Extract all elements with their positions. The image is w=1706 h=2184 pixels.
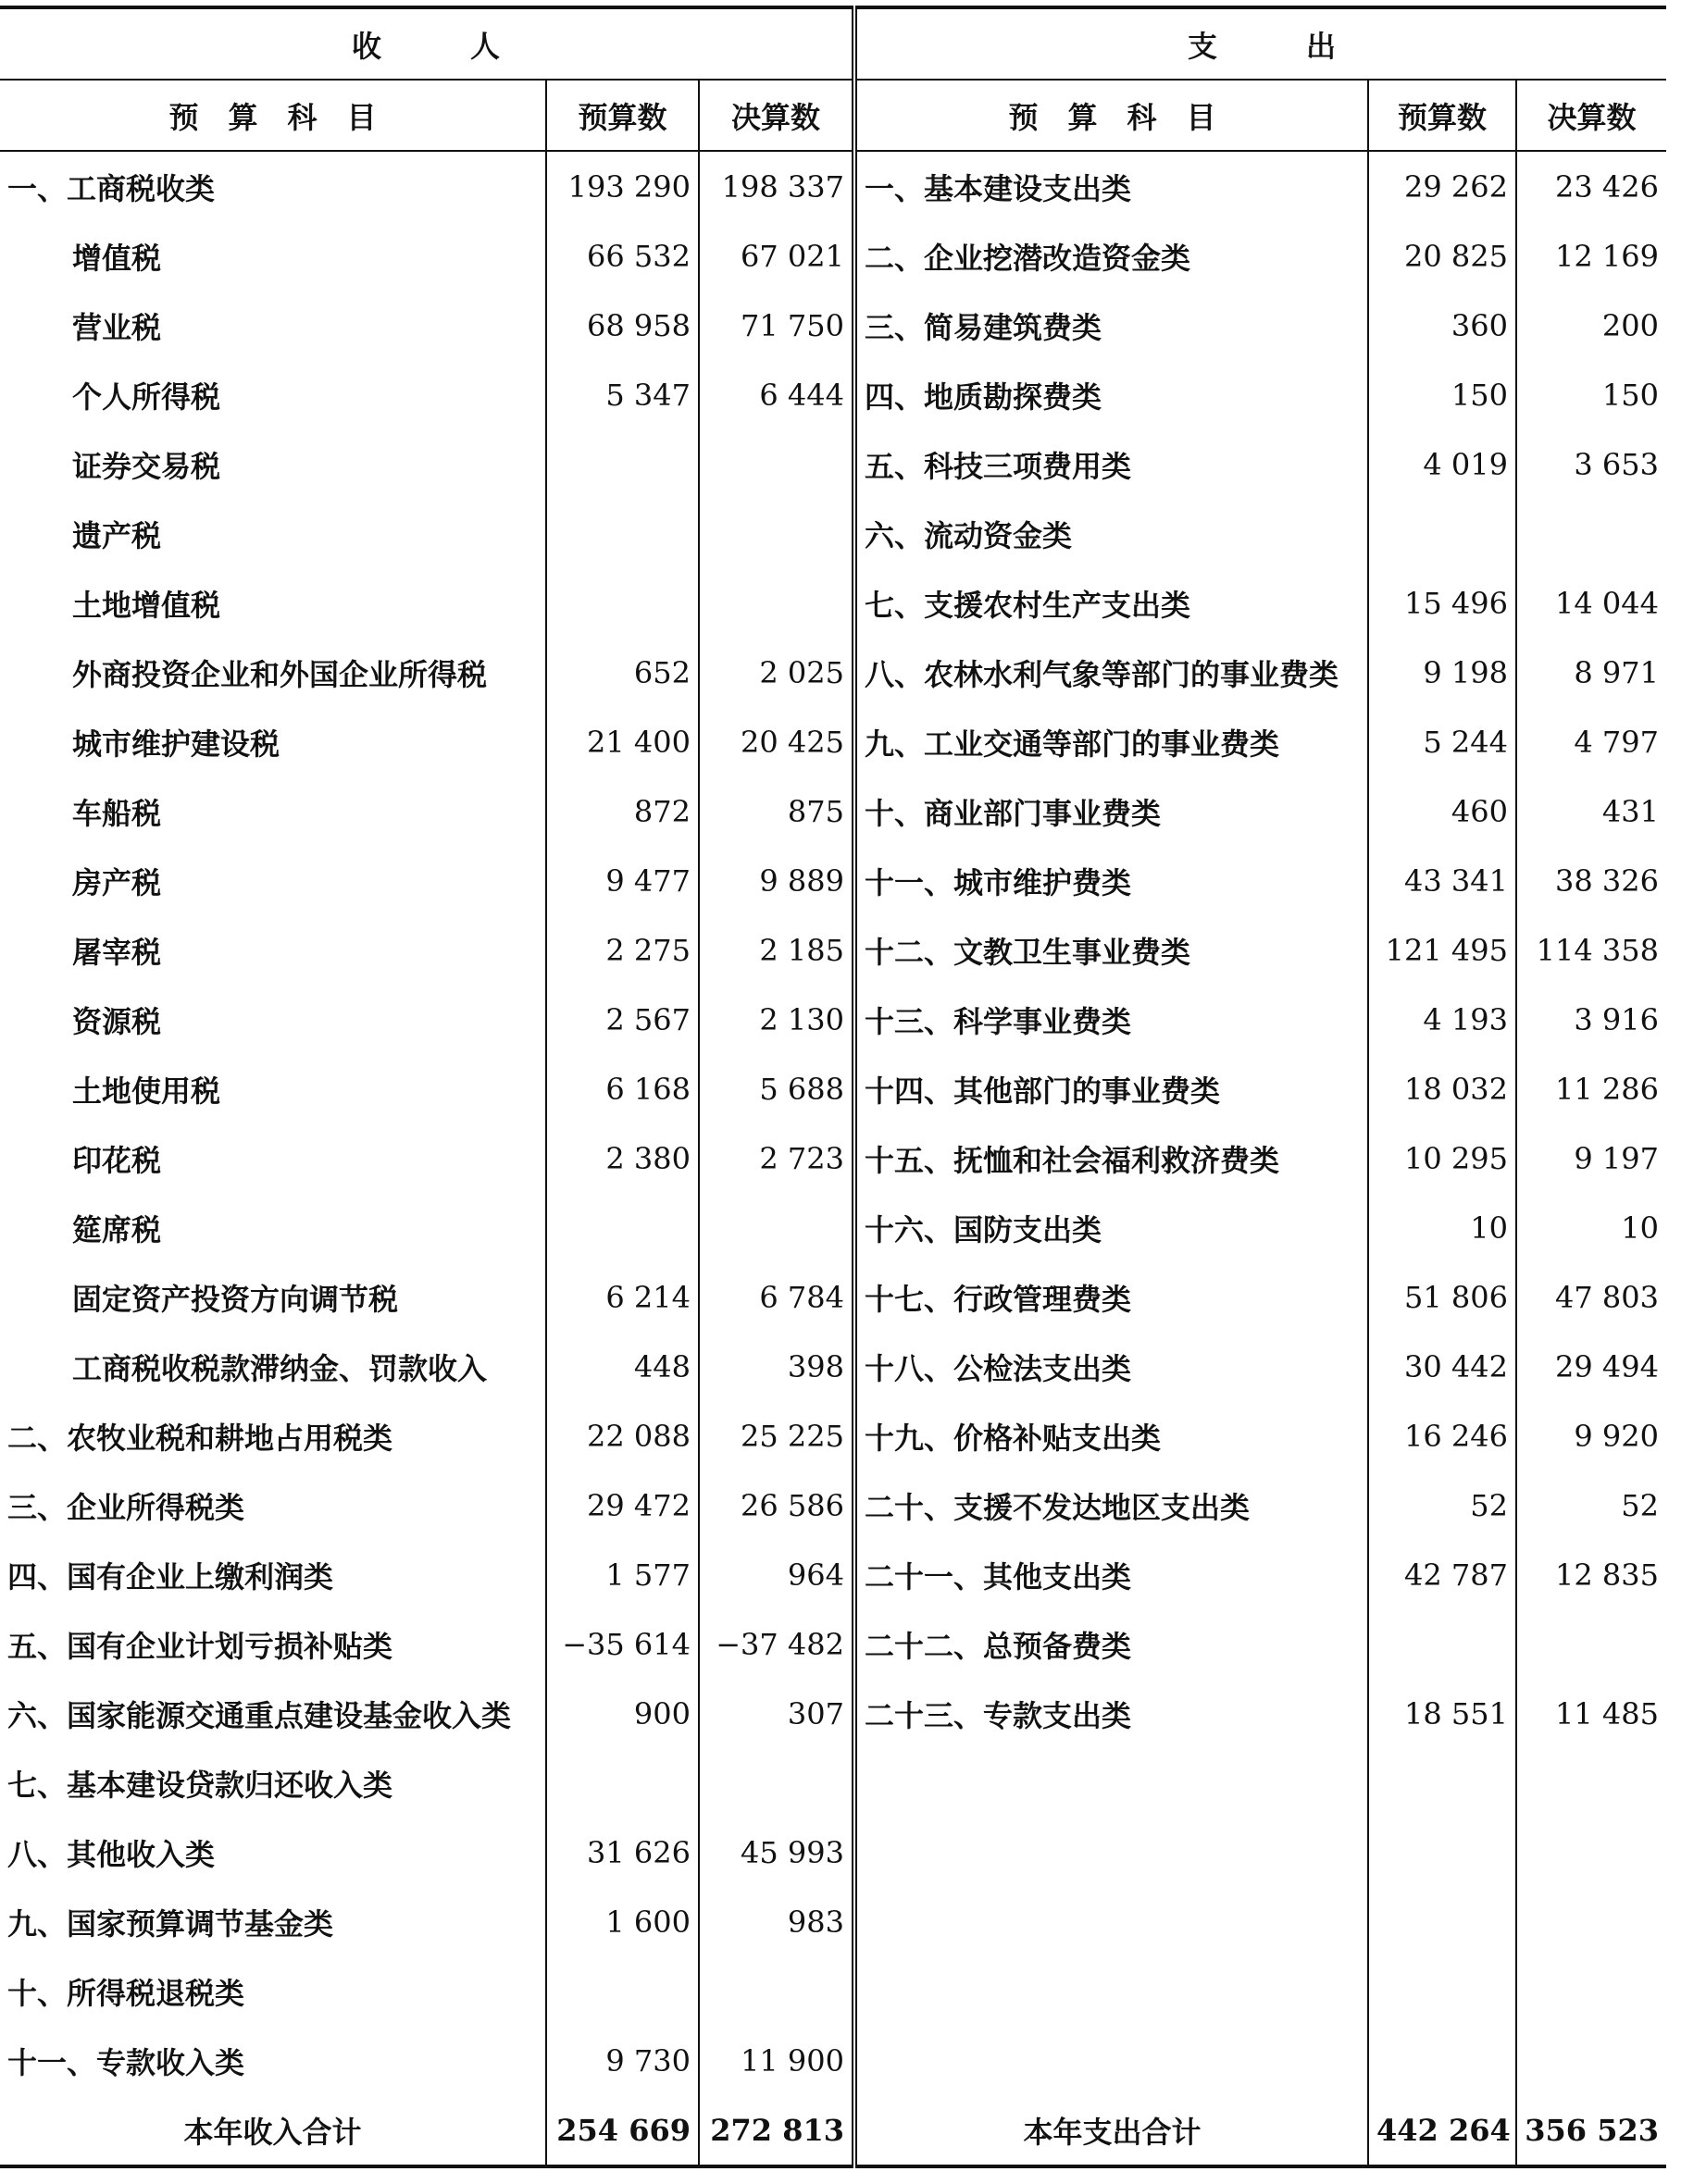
- expenditure-budget-value: 5 244: [1368, 707, 1516, 776]
- expenditure-budget-value: 15 496: [1368, 568, 1516, 638]
- expenditure-final-value: 3 653: [1516, 429, 1666, 499]
- income-final-value: [699, 1748, 854, 1818]
- expenditure-total-budget: 442 264: [1368, 2095, 1516, 2166]
- table-row: [0, 221, 1666, 291]
- expenditure-final-empty: [1516, 1748, 1666, 1818]
- expenditure-item-label: 二、企业挖潜改造资金类: [854, 221, 1368, 291]
- expenditure-budget-value: 16 246: [1368, 1401, 1516, 1470]
- income-budget-value: 6 168: [546, 1054, 699, 1123]
- income-budget-value: −35 614: [546, 1609, 699, 1679]
- income-final-value: 983: [699, 1887, 854, 1956]
- expenditure-budget-value: 52: [1368, 1470, 1516, 1540]
- expenditure-item-label: 十六、国防支出类: [854, 1193, 1368, 1262]
- income-final-value: 198 337: [699, 151, 854, 221]
- expenditure-budget-value: 121 495: [1368, 915, 1516, 985]
- income-final-value: [699, 1193, 854, 1262]
- expenditure-budget-value: 43 341: [1368, 846, 1516, 915]
- expenditure-section-title: 支 出: [854, 7, 1666, 80]
- income-item-label: 五、国有企业计划亏损补贴类: [7, 1628, 393, 1664]
- expenditure-item-label: 十九、价格补贴支出类: [854, 1401, 1368, 1470]
- income-item-label: 二、农牧业税和耕地占用税类: [7, 1420, 393, 1456]
- expenditure-final-value: 47 803: [1516, 1262, 1666, 1332]
- expenditure-final-value: 4 797: [1516, 707, 1666, 776]
- income-budget-value: 2 275: [546, 915, 699, 985]
- income-item-header: 预 算 科 目: [0, 80, 546, 151]
- expenditure-item-label: 七、支援农村生产支出类: [854, 568, 1368, 638]
- table-row: [0, 776, 1666, 846]
- table-row: [0, 291, 1666, 360]
- income-total-label: 本年收入合计: [183, 2114, 362, 2150]
- income-item-label: 资源税: [72, 1003, 162, 1039]
- expenditure-budget-value: 10: [1368, 1193, 1516, 1262]
- income-item-label: 四、国有企业上缴利润类: [7, 1558, 334, 1595]
- income-item-label: 城市维护建设税: [72, 726, 280, 762]
- expenditure-budget-value: 51 806: [1368, 1262, 1516, 1332]
- income-budget-value: 6 214: [546, 1262, 699, 1332]
- income-final-value: 2 185: [699, 915, 854, 985]
- expenditure-item-label: 九、工业交通等部门的事业费类: [854, 707, 1368, 776]
- expenditure-item-label: 十二、文教卫生事业费类: [854, 915, 1368, 985]
- table-row: [0, 151, 1666, 221]
- expenditure-item-empty: [854, 2026, 1368, 2095]
- table-row: [0, 1401, 1666, 1470]
- expenditure-budget-value: 10 295: [1368, 1123, 1516, 1193]
- income-item-label: 营业税: [72, 309, 162, 345]
- expenditure-final-value: [1516, 1609, 1666, 1679]
- expenditure-final-value: 12 169: [1516, 221, 1666, 291]
- income-item-label: 九、国家预算调节基金类: [7, 1905, 334, 1942]
- expenditure-final-value: 431: [1516, 776, 1666, 846]
- income-budget-value: 193 290: [546, 151, 699, 221]
- income-budget-value: 872: [546, 776, 699, 846]
- expenditure-item-empty: [854, 1887, 1368, 1956]
- income-budget-value: 29 472: [546, 1470, 699, 1540]
- income-item-label: 证券交易税: [72, 448, 221, 484]
- table-row: [0, 1054, 1666, 1123]
- income-final-value: 2 025: [699, 638, 854, 707]
- budget-table: [0, 6, 1666, 2168]
- income-item-label: 外商投资企业和外国企业所得税: [72, 656, 488, 692]
- income-item-label: 印花税: [72, 1142, 162, 1178]
- income-item-label: 遗产税: [72, 517, 162, 553]
- income-final-value: 307: [699, 1679, 854, 1748]
- table-row: [0, 1193, 1666, 1262]
- table-row: [0, 1609, 1666, 1679]
- table-row: [0, 1679, 1666, 1748]
- expenditure-item-header: 预 算 科 目: [854, 80, 1368, 151]
- income-item-label: 增值税: [72, 240, 162, 276]
- income-final-value: 2 130: [699, 985, 854, 1054]
- expenditure-item-label: 八、农林水利气象等部门的事业费类: [854, 638, 1368, 707]
- expenditure-item-label: 十一、城市维护费类: [854, 846, 1368, 915]
- income-budget-value: [546, 1193, 699, 1262]
- expenditure-final-value: 29 494: [1516, 1332, 1666, 1401]
- table-row: [0, 846, 1666, 915]
- income-item-label: 个人所得税: [72, 378, 221, 415]
- expenditure-item-label: 二十三、专款支出类: [854, 1679, 1368, 1748]
- income-budget-value: 448: [546, 1332, 699, 1401]
- income-budget-value: 900: [546, 1679, 699, 1748]
- expenditure-budget-value: 30 442: [1368, 1332, 1516, 1401]
- expenditure-budget-empty: [1368, 1748, 1516, 1818]
- expenditure-final-value: 38 326: [1516, 846, 1666, 915]
- table-row: [0, 499, 1666, 568]
- expenditure-budget-value: 18 032: [1368, 1054, 1516, 1123]
- expenditure-item-label: 六、流动资金类: [854, 499, 1368, 568]
- expenditure-budget-value: 460: [1368, 776, 1516, 846]
- income-final-value: 11 900: [699, 2026, 854, 2095]
- income-budget-value: 21 400: [546, 707, 699, 776]
- table-row: [0, 1262, 1666, 1332]
- expenditure-final-value: 9 197: [1516, 1123, 1666, 1193]
- income-budget-value: 2 380: [546, 1123, 699, 1193]
- expenditure-budget-value: 4 019: [1368, 429, 1516, 499]
- income-item-label: 七、基本建设贷款归还收入类: [7, 1767, 393, 1803]
- expenditure-item-label: 十、商业部门事业费类: [854, 776, 1368, 846]
- income-budget-value: 2 567: [546, 985, 699, 1054]
- income-final-value: −37 482: [699, 1609, 854, 1679]
- income-item-label: 十一、专款收入类: [7, 2044, 245, 2080]
- income-budget-value: [546, 568, 699, 638]
- table-row: [0, 638, 1666, 707]
- income-total-final: 272 813: [699, 2095, 854, 2166]
- table-row: [0, 568, 1666, 638]
- expenditure-final-empty: [1516, 1887, 1666, 1956]
- income-budget-value: 66 532: [546, 221, 699, 291]
- table-row: [0, 1818, 1666, 1887]
- expenditure-budget-value: 4 193: [1368, 985, 1516, 1054]
- expenditure-item-label: 二十二、总预备费类: [854, 1609, 1368, 1679]
- income-budget-value: 9 730: [546, 2026, 699, 2095]
- income-item-label: 固定资产投资方向调节税: [72, 1281, 399, 1317]
- expenditure-final-empty: [1516, 1956, 1666, 2026]
- income-final-value: 6 444: [699, 360, 854, 429]
- expenditure-budget-empty: [1368, 1818, 1516, 1887]
- income-item-label: 筵席税: [72, 1211, 162, 1247]
- income-final-value: 20 425: [699, 707, 854, 776]
- expenditure-budget-value: 29 262: [1368, 151, 1516, 221]
- section-header-row: [0, 7, 1666, 80]
- expenditure-final-value: 14 044: [1516, 568, 1666, 638]
- income-final-value: 6 784: [699, 1262, 854, 1332]
- table-row: [0, 429, 1666, 499]
- table-row: [0, 985, 1666, 1054]
- expenditure-total-final: 356 523: [1516, 2095, 1666, 2166]
- income-final-value: 71 750: [699, 291, 854, 360]
- income-final-value: 25 225: [699, 1401, 854, 1470]
- income-final-value: 964: [699, 1540, 854, 1609]
- table-row: [0, 1332, 1666, 1401]
- income-final-value: 67 021: [699, 221, 854, 291]
- income-budget-value: 22 088: [546, 1401, 699, 1470]
- expenditure-final-value: 9 920: [1516, 1401, 1666, 1470]
- expenditure-budget-value: [1368, 499, 1516, 568]
- expenditure-budget-value: 360: [1368, 291, 1516, 360]
- income-item-label: 土地增值税: [72, 587, 221, 623]
- expenditure-final-value: 52: [1516, 1470, 1666, 1540]
- expenditure-total-label: 本年支出合计: [854, 2095, 1368, 2166]
- expenditure-budget-value: 42 787: [1368, 1540, 1516, 1609]
- income-budget-value: 1 600: [546, 1887, 699, 1956]
- expenditure-item-label: 十八、公检法支出类: [854, 1332, 1368, 1401]
- income-final-value: 45 993: [699, 1818, 854, 1887]
- expenditure-final-value: 11 485: [1516, 1679, 1666, 1748]
- income-final-value: 9 889: [699, 846, 854, 915]
- income-final-value: [699, 1956, 854, 2026]
- table-row: [0, 1956, 1666, 2026]
- table-row: [0, 1470, 1666, 1540]
- expenditure-budget-value: 150: [1368, 360, 1516, 429]
- column-header-row: [0, 80, 1666, 151]
- income-budget-value: 5 347: [546, 360, 699, 429]
- income-final-value: 2 723: [699, 1123, 854, 1193]
- expenditure-final-value: 10: [1516, 1193, 1666, 1262]
- expenditure-budget-empty: [1368, 2026, 1516, 2095]
- expenditure-item-label: 二十、支援不发达地区支出类: [854, 1470, 1368, 1540]
- income-budget-value: 652: [546, 638, 699, 707]
- table-row: [0, 1123, 1666, 1193]
- totals-row: [0, 2095, 1666, 2166]
- expenditure-final-value: [1516, 499, 1666, 568]
- expenditure-final-value: 12 835: [1516, 1540, 1666, 1609]
- income-budget-header: 预算数: [546, 80, 699, 151]
- income-item-label: 屠宰税: [72, 934, 162, 970]
- table-row: [0, 915, 1666, 985]
- expenditure-final-value: 23 426: [1516, 151, 1666, 221]
- income-final-value: 875: [699, 776, 854, 846]
- income-item-label: 六、国家能源交通重点建设基金收入类: [7, 1697, 512, 1733]
- income-item-label: 一、工商税收类: [7, 170, 216, 206]
- expenditure-item-empty: [854, 1956, 1368, 2026]
- income-final-value: [699, 499, 854, 568]
- income-section-title: 收 人: [0, 7, 854, 80]
- expenditure-item-label: 三、简易建筑费类: [854, 291, 1368, 360]
- table-row: [0, 1748, 1666, 1818]
- expenditure-budget-value: 9 198: [1368, 638, 1516, 707]
- income-budget-value: 1 577: [546, 1540, 699, 1609]
- expenditure-item-label: 十三、科学事业费类: [854, 985, 1368, 1054]
- expenditure-final-value: 150: [1516, 360, 1666, 429]
- income-budget-value: [546, 1956, 699, 2026]
- table-row: [0, 2026, 1666, 2095]
- expenditure-budget-empty: [1368, 1887, 1516, 1956]
- expenditure-final-value: 3 916: [1516, 985, 1666, 1054]
- income-item-label: 十、所得税退税类: [7, 1975, 245, 2011]
- expenditure-item-label: 十五、抚恤和社会福利救济费类: [854, 1123, 1368, 1193]
- income-final-value: 5 688: [699, 1054, 854, 1123]
- expenditure-budget-value: 20 825: [1368, 221, 1516, 291]
- expenditure-item-label: 四、地质勘探费类: [854, 360, 1368, 429]
- expenditure-item-label: 一、基本建设支出类: [854, 151, 1368, 221]
- income-budget-value: [546, 499, 699, 568]
- income-final-value: 398: [699, 1332, 854, 1401]
- income-final-value: [699, 429, 854, 499]
- income-total-budget: 254 669: [546, 2095, 699, 2166]
- table-row: [0, 360, 1666, 429]
- table-row: [0, 1540, 1666, 1609]
- income-final-header: 决算数: [699, 80, 854, 151]
- income-budget-value: [546, 1748, 699, 1818]
- income-item-label: 土地使用税: [72, 1073, 221, 1109]
- expenditure-final-value: 11 286: [1516, 1054, 1666, 1123]
- income-budget-value: 31 626: [546, 1818, 699, 1887]
- income-item-label: 工商税收税款滞纳金、罚款收入: [72, 1350, 488, 1386]
- expenditure-budget-value: 18 551: [1368, 1679, 1516, 1748]
- expenditure-budget-header: 预算数: [1368, 80, 1516, 151]
- income-final-value: [699, 568, 854, 638]
- expenditure-item-label: 十四、其他部门的事业费类: [854, 1054, 1368, 1123]
- income-item-label: 三、企业所得税类: [7, 1489, 245, 1525]
- expenditure-budget-value: [1368, 1609, 1516, 1679]
- expenditure-final-header: 决算数: [1516, 80, 1666, 151]
- table-row: [0, 707, 1666, 776]
- expenditure-item-empty: [854, 1748, 1368, 1818]
- income-budget-value: [546, 429, 699, 499]
- expenditure-final-value: 114 358: [1516, 915, 1666, 985]
- expenditure-budget-empty: [1368, 1956, 1516, 2026]
- expenditure-item-label: 五、科技三项费用类: [854, 429, 1368, 499]
- expenditure-final-empty: [1516, 2026, 1666, 2095]
- expenditure-final-value: 200: [1516, 291, 1666, 360]
- expenditure-item-label: 二十一、其他支出类: [854, 1540, 1368, 1609]
- income-item-label: 房产税: [72, 864, 162, 900]
- income-item-label: 车船税: [72, 795, 162, 831]
- expenditure-item-label: 十七、行政管理费类: [854, 1262, 1368, 1332]
- expenditure-final-empty: [1516, 1818, 1666, 1887]
- income-final-value: 26 586: [699, 1470, 854, 1540]
- income-budget-value: 9 477: [546, 846, 699, 915]
- table-row: [0, 1887, 1666, 1956]
- expenditure-final-value: 8 971: [1516, 638, 1666, 707]
- income-item-label: 八、其他收入类: [7, 1836, 216, 1872]
- income-budget-value: 68 958: [546, 291, 699, 360]
- expenditure-item-empty: [854, 1818, 1368, 1887]
